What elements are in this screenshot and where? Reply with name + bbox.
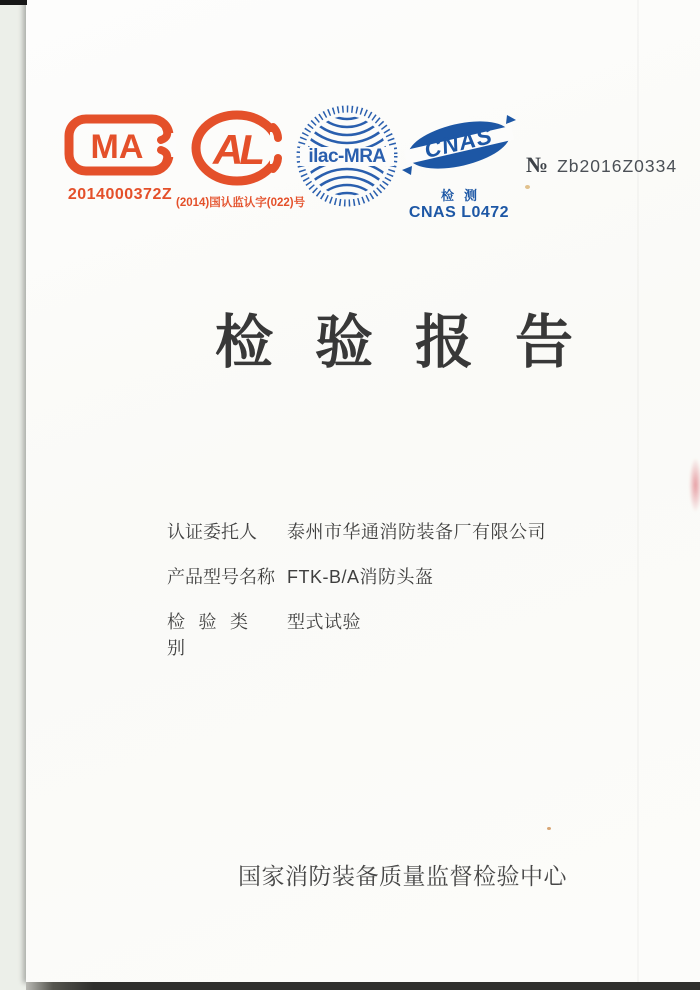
cma-mark-icon (64, 114, 176, 176)
field-row (167, 519, 546, 545)
scan-speck (525, 185, 530, 189)
cal-logo-block (176, 110, 304, 210)
red-stamp-edge-mark (689, 458, 700, 512)
field-label-product-model: 产品型号名称 (167, 567, 275, 587)
cnas-lab-code: CNAS L0472 (408, 204, 510, 221)
cma-logo-block (60, 114, 180, 204)
report-number-value: Zb2016Z0334 (557, 156, 678, 176)
cal-certificate-number: (2014)国认监认字(022)号 (176, 197, 306, 209)
cnas-scope-label: 检测 (440, 188, 487, 203)
scan-corner-artifact (0, 0, 27, 5)
field-label-client: 认证委托人 (167, 522, 257, 542)
ilac-mra-logo-block (296, 105, 398, 212)
field-value-product-model: FTK-B/A消防头盔 (287, 567, 434, 587)
cma-certificate-number: 2014000372Z (67, 186, 173, 203)
paper-sheet (26, 0, 700, 983)
cnas-letters: CNAS (421, 122, 496, 164)
field-list (167, 519, 546, 680)
report-number (526, 152, 677, 178)
issuing-authority: 国家消防装备质量监督检验中心 (238, 863, 567, 889)
ilac-mra-globe-icon (296, 105, 398, 207)
cal-letters: AL (213, 126, 261, 173)
cnas-logo-block (400, 112, 518, 222)
ilac-mra-text: ilac-MRA (308, 146, 386, 167)
scan-speck (547, 827, 551, 830)
field-row (167, 564, 546, 590)
numero-symbol: № (526, 152, 549, 177)
scan-bottom-edge (26, 982, 700, 990)
cma-letters: MA (90, 128, 144, 166)
page-title: 检验报告 (215, 309, 616, 375)
field-value-test-type: 型式试验 (287, 612, 361, 632)
paper-crease (637, 0, 639, 983)
field-value-client: 泰州市华通消防装备厂有限公司 (287, 522, 546, 542)
cnas-mark-icon (402, 112, 516, 178)
field-label-test-type: 检验类别 (167, 612, 262, 658)
cal-mark-icon (190, 110, 290, 186)
field-row (167, 609, 546, 661)
